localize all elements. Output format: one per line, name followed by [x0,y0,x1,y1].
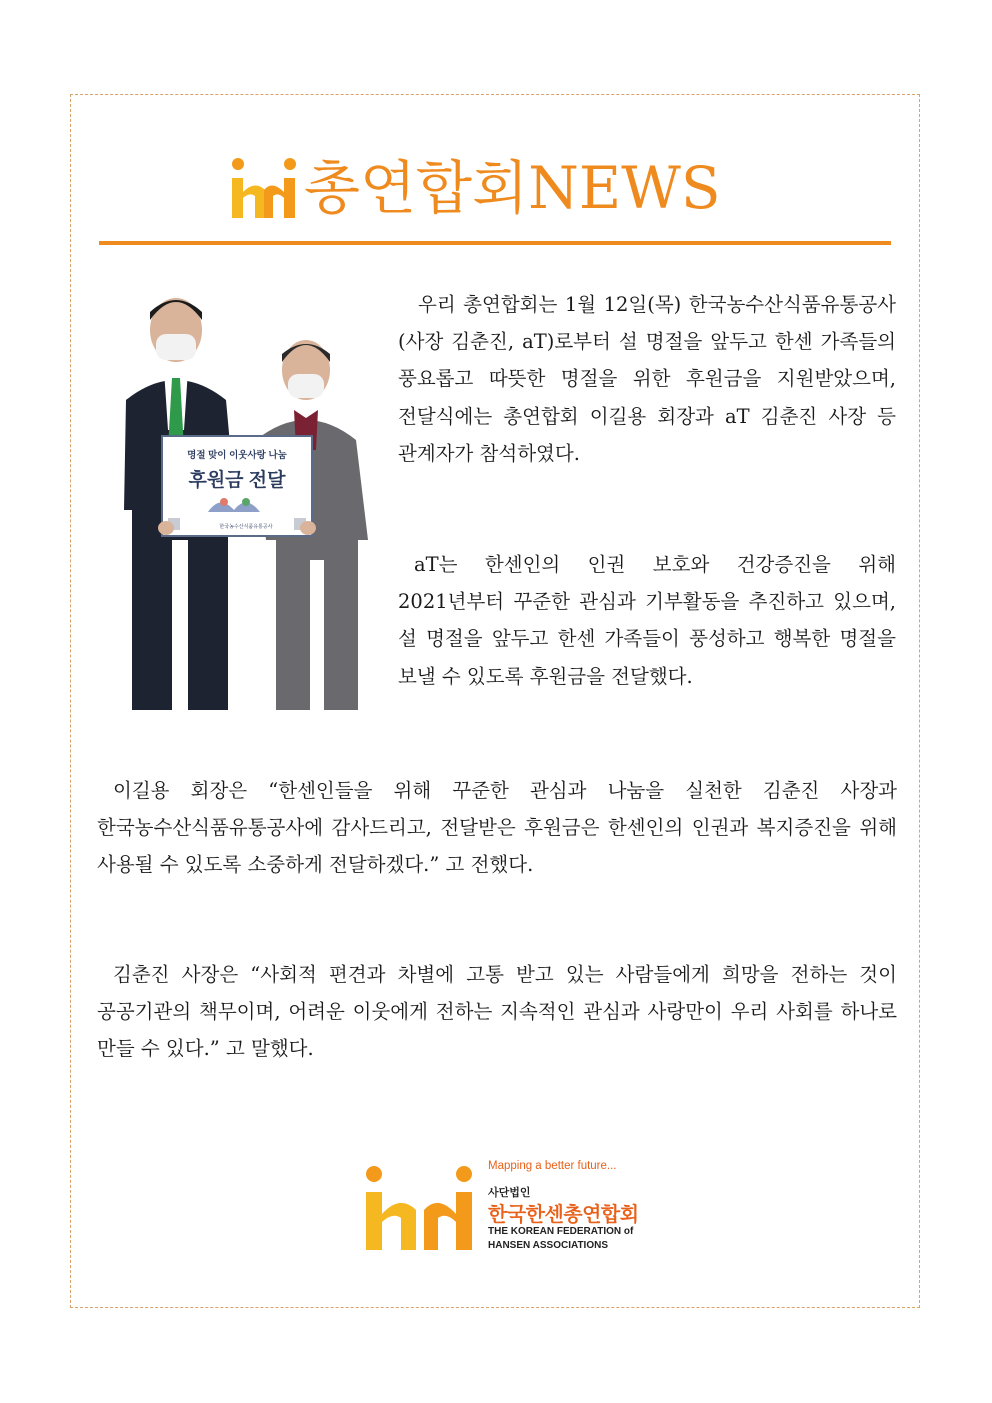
hansen-logo-icon [226,154,300,222]
sign-line1: 명절 맞이 이웃사랑 나눔 [187,450,287,461]
footer-tagline: Mapping a better future... [488,1160,617,1172]
footer-corp-type: 사단법인 [488,1187,531,1199]
article-paragraph-1: 우리 총연합회는 1월 12일(목) 한국농수산식품유통공사(사장 김춘진, aT)로부터 설 명절을 앞두고 한센 가족들의 풍요롭고 따뜻한 명절을 위한 후원금을 지원받았으며, 전달식에는 총연합회 이길용 회장과 aT 김춘진 사장 등 관계자가 참석하였다. [398,293,896,465]
footer-org-name-ko: 한국한센총연합회 [488,1204,639,1226]
sign-line2: 후원금 전달 [188,470,286,491]
article-paragraph-3: 이길용 회장은 “한센인들을 위해 꾸준한 관심과 나눔을 실천한 김춘진 사장과 한국농수산식품유통공사에 감사드리고, 전달받은 후원금은 한센인의 인권과 복지증진을 위해 사용될 수 있도록 소중하게 전달하겠다.” 고 전했다. [97,779,897,877]
footer-org-name-en-2: HANSEN ASSOCIATIONS [488,1240,609,1251]
header-rule [99,241,891,245]
article-paragraph-4: 김춘진 사장은 “사회적 편견과 차별에 고통 받고 있는 사람들에게 희망을 전하는 것이 공공기관의 책무이며, 어려운 이웃에게 전하는 지속적인 관심과 사랑만이 우리 사회를 하나로 만들 수 있다.” 고 말했다. [97,963,897,1061]
ceremony-photo [96,290,376,715]
footer-org-name-en-1: THE KOREAN FEDERATION of [488,1226,634,1237]
hansen-logo-large-icon [364,1162,478,1254]
masthead-title: 총연합회NEWS [304,154,721,222]
sign-org: 한국농수산식품유통공사 [219,524,273,530]
footer-logo [364,1160,664,1256]
article-paragraph-2: aT는 한센인의 인권 보호와 건강증진을 위해 2021년부터 꾸준한 관심과 기부활동을 추진하고 있으며, 설 명절을 앞두고 한센 가족들이 풍성하고 행복한 명절을 보낼 수 있도록 후원금을 전달했다. [398,553,896,688]
masthead [226,148,786,228]
